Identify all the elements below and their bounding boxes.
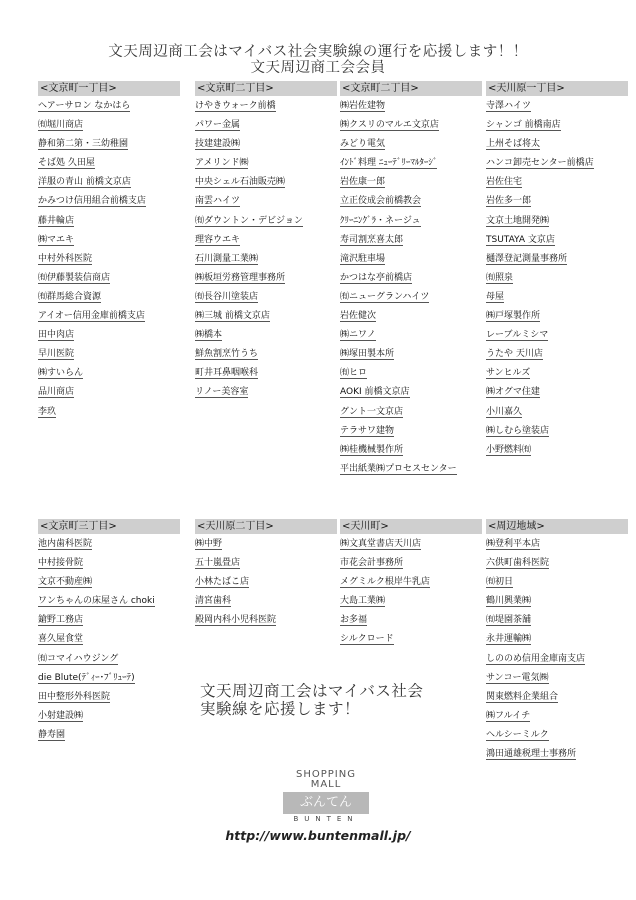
member-name: 理容ウエキ [195, 234, 241, 245]
member-item [486, 119, 628, 138]
member-item [486, 425, 628, 444]
member-item [340, 595, 482, 614]
member-item [486, 100, 628, 119]
member-name: 町井耳鼻咽喉科 [195, 368, 259, 379]
member-name: かみつけ信用組合前橋支店 [38, 196, 146, 207]
member-name: 上州そば将太 [486, 139, 541, 150]
member-item [340, 406, 482, 425]
logo-text-mall: MALL [310, 779, 342, 790]
member-name: アイオー信用金庫前橋支店 [38, 311, 145, 322]
member-item [486, 538, 628, 557]
section-header: <天川町> [340, 519, 482, 534]
member-name: そば処 久田屋 [38, 158, 95, 169]
member-name: パワー金属 [195, 120, 241, 131]
section-header: <天川原二丁目> [195, 519, 337, 534]
member-item [38, 557, 180, 576]
member-item [486, 310, 628, 329]
member-item [38, 291, 180, 310]
slogan [200, 682, 480, 718]
member-item [38, 272, 180, 291]
member-item [195, 386, 337, 405]
member-name: 静寿園 [38, 729, 66, 740]
member-item [38, 310, 180, 329]
member-item [486, 176, 628, 195]
member-item [340, 291, 482, 310]
member-name: 田中整形外科医院 [38, 691, 111, 702]
member-name: 小林たばこ店 [195, 577, 250, 588]
website-link[interactable]: http://www.buntenmall.jp/ [225, 828, 411, 843]
member-name: ㈱しむら塗装店 [486, 425, 550, 436]
member-name: ㈱マエキ [38, 234, 75, 245]
member-name: 鴻田通雄税理士事務所 [486, 749, 577, 760]
member-name: ㈱塚田製本所 [340, 349, 395, 360]
member-name: ㈱すいらん [38, 368, 84, 379]
section-amagawa [340, 519, 482, 653]
member-item [38, 348, 180, 367]
member-item [486, 576, 628, 595]
member-name: ㈲ニューグランハイツ [340, 291, 430, 302]
member-item [340, 195, 482, 214]
member-name: ㈲初日 [486, 577, 514, 588]
member-item [340, 386, 482, 405]
member-name: 関東燃料企業組合 [486, 691, 559, 702]
member-name: 小川嘉久 [486, 406, 523, 417]
member-item [38, 672, 180, 691]
member-name: 岩佐多一郎 [486, 196, 532, 207]
section-header: <文京町一丁目> [38, 81, 180, 96]
section-amagawara-1 [486, 81, 628, 463]
section-bunkyo-2a [195, 81, 337, 406]
member-name: ㈲伊藤製装信商店 [38, 272, 111, 283]
member-item [38, 100, 180, 119]
member-item [195, 291, 337, 310]
member-name: お多福 [340, 615, 368, 626]
member-name: 文京土地開発㈱ [486, 215, 550, 226]
member-item [38, 329, 180, 348]
member-name: 岩佐康一郎 [340, 177, 386, 188]
member-item [38, 710, 180, 729]
member-name: ㈱文真堂書店天川店 [340, 539, 422, 549]
member-name: 池内歯科医院 [38, 539, 93, 549]
member-name: ハンコ卸売センター前橋店 [486, 158, 594, 169]
member-name: サンヒルズ [486, 368, 531, 379]
logo-text-shopping: SHOPPING [296, 769, 356, 780]
member-item [38, 195, 180, 214]
member-name: レーブルミシマ [486, 330, 549, 341]
member-name: 中村外科医院 [38, 253, 93, 264]
member-item [486, 653, 628, 672]
member-name: けやきウォーク前橋 [195, 101, 276, 111]
member-name: 殿岡内科小児科医院 [195, 615, 277, 626]
member-name: みどり電気 [340, 139, 386, 150]
member-name: 永井運輸㈱ [486, 634, 532, 645]
member-name: 寿司割烹喜太郎 [340, 234, 404, 245]
member-item [486, 329, 628, 348]
member-name: 六供町歯科医院 [486, 558, 550, 569]
member-name: ㈱板垣労務管理事務所 [195, 272, 286, 283]
member-item [340, 614, 482, 633]
member-name: 岩佐健次 [340, 311, 377, 322]
title-line-1: 文天周辺商工会はマイバス社会実験線の運行を応援します！！ [108, 44, 528, 60]
member-name: 品川商店 [38, 387, 75, 398]
member-name: 鮮魚割烹竹うち [195, 349, 259, 360]
member-item [486, 138, 628, 157]
member-item [486, 633, 628, 652]
member-item [38, 215, 180, 234]
member-name: 技建建設㈱ [195, 139, 241, 150]
member-item [38, 595, 180, 614]
member-item [38, 633, 180, 652]
member-name: シャンゴ 前橋南店 [486, 120, 561, 131]
member-name: メグミルク根岸牛乳店 [340, 577, 430, 588]
member-item [38, 234, 180, 253]
member-item [486, 195, 628, 214]
shopping-mall-logo [278, 770, 374, 823]
member-name: 市花会計事務所 [340, 558, 404, 569]
member-name: ㈱桂機械製作所 [340, 444, 404, 455]
member-item [486, 272, 628, 291]
member-item [340, 367, 482, 386]
member-item [38, 367, 180, 386]
member-item [38, 576, 180, 595]
member-item [486, 253, 628, 272]
member-name: 田中肉店 [38, 330, 75, 341]
member-name: 五十嵐畳店 [195, 558, 241, 569]
member-item [340, 329, 482, 348]
member-item [340, 176, 482, 195]
member-item [340, 425, 482, 444]
member-name: ㈲長谷川塗装店 [195, 291, 259, 302]
member-item [340, 348, 482, 367]
member-name: ヘルシーミルク [486, 729, 549, 740]
member-item [195, 176, 337, 195]
member-name: 文京不動産㈱ [38, 577, 93, 588]
page-title [0, 44, 636, 76]
member-item [486, 672, 628, 691]
section-header: <天川原一丁目> [486, 81, 628, 96]
member-item [38, 691, 180, 710]
member-item [195, 138, 337, 157]
member-name: サンコー電気㈱ [486, 672, 549, 683]
member-item [195, 614, 337, 633]
member-item [486, 291, 628, 310]
member-name: TSUTAYA 文京店 [486, 234, 555, 245]
section-bunkyo-2b [340, 81, 482, 482]
member-item [486, 367, 628, 386]
member-name: テラサワ建物 [340, 425, 395, 436]
member-name: ㈱中野 [195, 539, 223, 549]
member-item [195, 348, 337, 367]
member-item [38, 157, 180, 176]
member-item [340, 272, 482, 291]
member-name: ワンちゃんの床屋さん choki [38, 596, 155, 607]
member-name: ㈱橋本 [195, 330, 223, 341]
member-item [340, 100, 482, 119]
member-item [195, 538, 337, 557]
member-name: 樋澤登記測量事務所 [486, 253, 568, 264]
member-item [38, 119, 180, 138]
member-item [486, 691, 628, 710]
member-name: うたや 天川店 [486, 349, 543, 360]
member-name: グント一文京店 [340, 406, 404, 417]
member-name: 清宮歯科 [195, 596, 232, 607]
member-name: 早川医院 [38, 349, 75, 360]
member-name: 平出紙業㈱プロセスセンター [340, 463, 457, 474]
member-item [340, 538, 482, 557]
member-name: ㈲コマイハウジング [38, 653, 119, 664]
member-item [195, 310, 337, 329]
member-item [340, 215, 482, 234]
member-name: 中央シェル石油販売㈱ [195, 177, 285, 188]
member-item [38, 653, 180, 672]
member-name: 洋服の青山 前橋文京店 [38, 177, 131, 188]
member-name: 滝沢駐車場 [340, 253, 386, 264]
member-item [486, 215, 628, 234]
member-name: 李玖 [38, 406, 57, 417]
member-name: 静和第二第・三幼稚園 [38, 139, 129, 150]
member-item [340, 633, 482, 652]
member-name: ㈱戸塚製作所 [486, 311, 541, 322]
member-name: 南雲ハイツ [195, 196, 241, 207]
member-item [38, 176, 180, 195]
member-item [195, 195, 337, 214]
member-item [195, 157, 337, 176]
member-name: かつはな亭前橋店 [340, 272, 413, 283]
member-item [486, 595, 628, 614]
member-item [38, 386, 180, 405]
member-name: AOKI 前橋文京店 [340, 387, 410, 398]
member-name: 鶴川興業㈱ [486, 596, 532, 607]
member-item [38, 253, 180, 272]
logo-text-bunten: BUNTEN [293, 815, 359, 823]
member-item [38, 614, 180, 633]
member-name: ヘアーサロン なかはら [38, 101, 131, 111]
member-item [486, 234, 628, 253]
member-name: ㈲照泉 [486, 272, 514, 283]
member-name: 小野燃料㈲ [486, 444, 532, 455]
member-name: ㈱ニワノ [340, 330, 376, 341]
member-name: ｲﾝﾄﾞ料理 ﾆｭｰﾃﾞﾘｰﾏﾙﾀｰｼﾞ [340, 158, 438, 169]
member-item [486, 729, 628, 748]
member-item [195, 253, 337, 272]
member-item [486, 614, 628, 633]
member-name: ㈲堀川商店 [38, 120, 84, 131]
member-item [195, 595, 337, 614]
member-item [486, 710, 628, 729]
member-item [486, 386, 628, 405]
member-item [340, 576, 482, 595]
section-header: <文京町二丁目> [340, 81, 482, 96]
member-item [195, 215, 337, 234]
member-name: 岩佐住宅 [486, 177, 523, 188]
slogan-line-1: 文天周辺商工会はマイバス社会 [200, 682, 424, 700]
member-item [340, 119, 482, 138]
member-item [486, 444, 628, 463]
member-item [195, 576, 337, 595]
member-item [340, 234, 482, 253]
member-name: ㈱フルイチ [486, 710, 531, 721]
member-name: die Blute(ﾃﾞｨｰ･ﾌﾞﾘｭｰﾃ) [38, 672, 135, 683]
section-bunkyo-1 [38, 81, 180, 425]
member-item [195, 367, 337, 386]
member-name: 喜久屋食堂 [38, 634, 84, 645]
slogan-line-2: 実験線を応援します！ [200, 700, 361, 718]
member-item [486, 348, 628, 367]
member-name: リノー美容室 [195, 387, 249, 398]
member-item [486, 748, 628, 767]
section-header: <周辺地域> [486, 519, 628, 534]
member-item [195, 234, 337, 253]
member-item [486, 557, 628, 576]
member-name: ㈱岩佐建物 [340, 101, 386, 111]
member-item [486, 406, 628, 425]
title-line-2: 文天周辺商工会会員 [250, 60, 386, 76]
section-surrounding [486, 519, 628, 767]
member-item [340, 138, 482, 157]
member-name: ㈲ヒロ [340, 368, 368, 379]
member-item [195, 557, 337, 576]
member-item [195, 119, 337, 138]
member-name: ｸﾘｰﾆﾝｸﾞﾗ・ネージュ [340, 215, 421, 226]
member-name: 大島工業㈱ [340, 596, 386, 607]
member-name: 鎗野工務店 [38, 615, 84, 626]
member-name: 寺澤ハイツ [486, 101, 532, 111]
section-header: <文京町三丁目> [38, 519, 180, 534]
member-item [38, 729, 180, 748]
member-name: ㈲ダウントン・デビジョン [195, 215, 303, 226]
member-item [340, 253, 482, 272]
member-name: ㈲堤園茶舗 [486, 615, 532, 626]
member-name: ㈱クスリのマルエ文京店 [340, 120, 439, 131]
member-name: 立正佼成会前橋教会 [340, 196, 422, 207]
section-bunkyo-3 [38, 519, 180, 748]
section-amagawara-2 [195, 519, 337, 633]
member-name: 母屋 [486, 291, 505, 302]
member-name: ㈱登利平本店 [486, 539, 541, 549]
member-item [38, 406, 180, 425]
member-name: しののめ信用金庫南支店 [486, 653, 586, 664]
member-item [340, 463, 482, 482]
member-name: 石川測量工業㈱ [195, 253, 259, 264]
member-name: シルクロード [340, 634, 394, 645]
logo-mark: ぶんてん [283, 792, 369, 814]
member-item [340, 310, 482, 329]
member-name: ㈱三城 前橋文京店 [195, 311, 270, 322]
member-item [486, 157, 628, 176]
member-item [38, 538, 180, 557]
member-item [340, 444, 482, 463]
member-name: ㈱オグマ住建 [486, 387, 540, 398]
member-name: アメリンド㈱ [195, 158, 249, 169]
member-item [340, 557, 482, 576]
member-item [195, 272, 337, 291]
member-item [195, 329, 337, 348]
member-name: 中村接骨院 [38, 558, 84, 569]
member-item [38, 138, 180, 157]
section-header: <文京町二丁目> [195, 81, 337, 96]
member-name: ㈲群馬総合資源 [38, 291, 102, 302]
member-name: 藤井輪店 [38, 215, 75, 226]
member-name: 小射建設㈱ [38, 710, 84, 721]
member-item [340, 157, 482, 176]
member-item [195, 100, 337, 119]
